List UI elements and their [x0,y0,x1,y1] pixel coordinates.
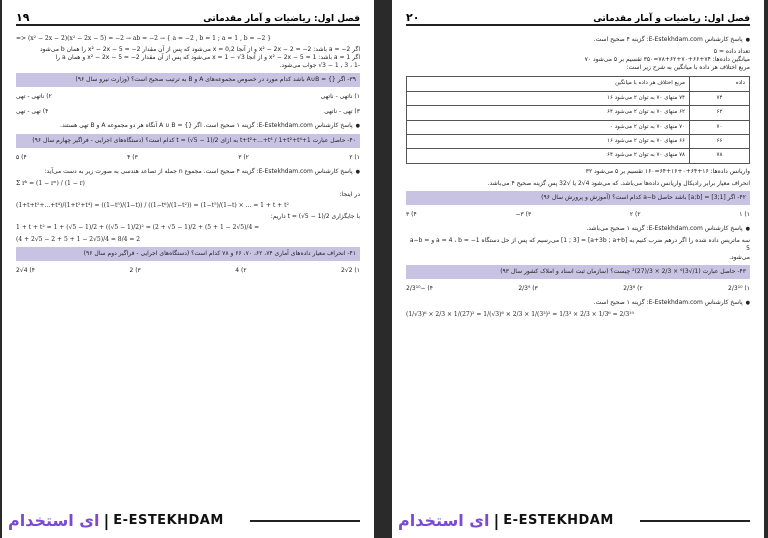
answer-39: ● پاسخ کارشناس E-Estekhdam.com: گزینه ۱ صحیح است. اگر {} = A ∪ B آنگاه هر دو مجموعه A و B تهی هستند. [16,122,360,130]
table-header-row [407,77,750,91]
table-cell: ۷۴ منهای ۷۰ به توان ۲ می‌شود ۱۶ [407,91,690,105]
brand-en: E-ESTEKHDAM [503,513,614,528]
text-line: -1 ، 3 , 1 − 3√ جواب می‌شود. [279,62,360,70]
logo-separator: | [493,511,500,530]
option: ۴) −2/3¹⁰ [406,284,434,292]
text-line: در اینجا: [339,191,360,199]
option: ۴) ۳ [406,211,417,219]
table-row [407,135,750,149]
option: ۱) ۱ [739,211,750,219]
text-line: اگر a = −2 باشد: x² − 2x − 2 = −2 و از آنجا x = 0,2 می‌شود که پس از آن مقدار x² − 2x − 5 = −2 را همان b می‌شود [40,46,360,54]
option: ۱) 2/3¹⁰ [728,284,750,292]
formula: (1/√3)⁶ × 2/3 × 1/(27)² = 1/(√3)⁶ × 2/3 × 1/(3³)² = 1/3³ × 2/3 × 1/3⁶ = 2/3¹⁰ [406,310,634,318]
text-line: می‌شود. [729,253,750,261]
option: ۱) 2√2 [341,266,360,274]
answer-42: ● پاسخ کارشناس E-Estekhdam.com: گزینه ۱ صحیح می‌باشد. [406,225,750,233]
question-40: ۴۰- حاصل عبارت 1+t+t²+...+t⁴ / 1+t²+t⁴ به ازای t = (√5 − 1)/2 کدام است؟ (دستگاه‌های اجرایی - فراگیر چهارم سال ۹۶) [16,134,360,148]
question-41: ۴۱- انحراف معیار داده‌های آماری ۷۴، ۶۲، ۷۰، ۶۶ و ۷۸ کدام است؟ (دستگاه‌های اجرایی - فراگیر دوم سال ۹۶) [16,247,360,261]
chapter-title: فصل اول: ریاضیات و آمار مقدماتی [593,14,750,24]
table-cell: ۷۴ [690,91,750,105]
brand-logo [398,511,614,530]
text-line: اگر a = 1 باشد: x² − 2x − 5 = 1 و از آنجا x = 1 − √3 می‌شود که پس از آن مقدار x² − 2x − 5 = −2 و همان a را [55,54,360,62]
option: ۳) تهی - ناتهی [324,107,360,115]
text-line: واریانس داده‌ها: ۱۶+۶۴+۰+۱۶+۶۴=۱۶۰ تقسیم بر ۵ می‌شود ۳۲ [585,167,750,175]
answer-41: ● پاسخ کارشناس E-Estekhdam.com: گزینه ۴ صحیح است. [406,36,750,44]
chapter-title: فصل اول: ریاضیات و آمار مقدماتی [203,14,360,24]
table-cell: ۶۶ منهای ۷۰ به توان ۲ می‌شود ۱۶ [407,135,690,149]
option: ۲) 4 [235,266,247,274]
options-39 [16,108,360,116]
question-39: ۳۹- اگر {} = A∪B باشد کدام مورد در خصوص مجموعه‌های A و B به ترتیب صحیح است؟ (وزارت نیرو سال ۹۶) [16,73,360,87]
equation-system: => (x² − 2x − 2)(x² − 2x − 5) = −2 → ab = −2 → { a = −2 , b = 1 ; a = 1 , b = −2 } [16,35,272,42]
text-line: میانگین داده‌ها: ۷۴+۶۶+۷۰+۶۲+۷۸=۳۵۰ تقسیم بر ۵ می‌شود ۷۰ [584,56,750,64]
table-row [407,120,750,134]
table-cell: ۷۸ [690,149,750,163]
options-39 [16,93,360,101]
option: ۱) ۲ [349,153,360,161]
formula: Σ rᵏ = (1 − rⁿ) / (1 − r) [16,180,85,188]
table-cell: ۷۰ [690,120,750,134]
page-20 [392,0,764,538]
page-content [16,32,360,498]
answer-40: ● پاسخ کارشناس E-Estekhdam.com: گزینه ۴ صحیح است. مجموع n جمله از تصاعد هندسی به صورت زیر به دست می‌آید: [16,168,360,176]
option: ۳) ۳− [515,211,532,219]
option: ۲) 2/3⁸ [623,284,643,292]
table-cell: ۷۰ منهای ۷۰ به توان ۲ می‌شود ۰ [407,120,690,134]
options-41 [16,267,360,275]
option: ۲) ۳ [238,153,249,161]
page-number: ۲۰ [406,11,420,24]
table-cell: ۶۲ منهای ۷۰ به توان ۲ می‌شود ۶۴ [407,106,690,120]
brand-fa: ای استخدام [8,511,100,530]
text-line: با جایگزاری t = (√5 − 1)/2 داریم: [270,213,360,221]
question-43: ۴۳- حاصل عبارت (1/√3)⁶ × 2/3 × 3/(27)² چیست؟ (سازمان ثبت اسناد و املاک کشور سال ۹۳) [406,265,750,279]
formula: (4 + 2√5 − 2 + 5 + 1 − 2√5)/4 = 8/4 = 2 [16,235,141,243]
brand-en: E-ESTEKHDAM [113,513,224,528]
text-line: انحراف معیار برابر رادیکال واریانس داده‌ها می‌باشد. که می‌شود 4√2 یا √32 پس گزینه صحیح ۴ می‌باشد. [487,180,750,187]
options-40 [16,154,360,162]
variance-table [406,76,750,164]
option: ۱) ناتهی - ناتهی [320,93,360,101]
brand-fa: ای استخدام [398,511,490,530]
table-row [407,106,750,120]
logo-separator: | [103,511,110,530]
option: ۴) تهی - تهی [16,107,49,115]
brand-logo [8,511,224,530]
text-line: تعداد داده = ۵ [713,48,750,56]
answer-43: ● پاسخ کارشناس E-Estekhdam.com: گزینه ۱ صحیح است. [406,299,750,307]
option: ۳) ۴ [127,153,138,161]
options-43 [406,285,750,293]
option: ۴) 4√2 [16,266,35,274]
table-cell: ۶۶ [690,135,750,149]
text-line: سه ماتریس داده شده را اگر درهم ضرب کنیم به [a+3b ; a+b] = [1 ; 3] می‌رسیم که پس از حل دستگاه a = 4 ، b = −1 و a−b = 5 [409,237,750,253]
table-cell: ۷۸ منهای ۷۰ به توان ۲ می‌شود ۶۴ [407,149,690,163]
formula: (1+t+t²+...+t⁴)/(1+t²+t⁴) = ((1−t⁵)/(1−t)) / ((1−t⁶)/(1−t²)) = (1−t⁵)/(1−t) × ... = 1 + t + t² [16,202,289,210]
option: ۲) ناتهی - تهی [16,93,52,101]
page-content [406,32,750,498]
text-line: مربع اختلاف هر داده با میانگین به شرح زیر است: [626,64,750,72]
column-header: مربع اختلاف هر داده با میانگین [407,77,690,91]
footer-rule [250,520,360,522]
footer-rule [640,520,750,522]
page-header [16,8,360,26]
option: ۳) 2/3⁹ [518,284,538,292]
option: ۲) ۲ [629,211,641,219]
option: ۳) 2 [129,266,141,274]
table-row [407,91,750,105]
page-number: ۱۹ [16,11,30,24]
page-header [406,8,750,26]
table-cell: ۶۲ [690,106,750,120]
table-row [407,149,750,163]
page-19 [2,0,374,538]
formula: 1 + t + t² = 1 + (√5 − 1)/2 + ((√5 − 1)/2)² = (2 + √5 − 1)/2 + (5 + 1 − 2√5)/4 = [16,224,260,232]
option: ۴) ۵ [16,153,27,161]
question-42: ۴۲- اگر [1;3] = [a;b] باشد حاصل a−b کدام است؟ (آموزش و پرورش سال ۹۶) [406,191,750,205]
column-header: داده [690,77,750,91]
options-42 [406,211,750,219]
